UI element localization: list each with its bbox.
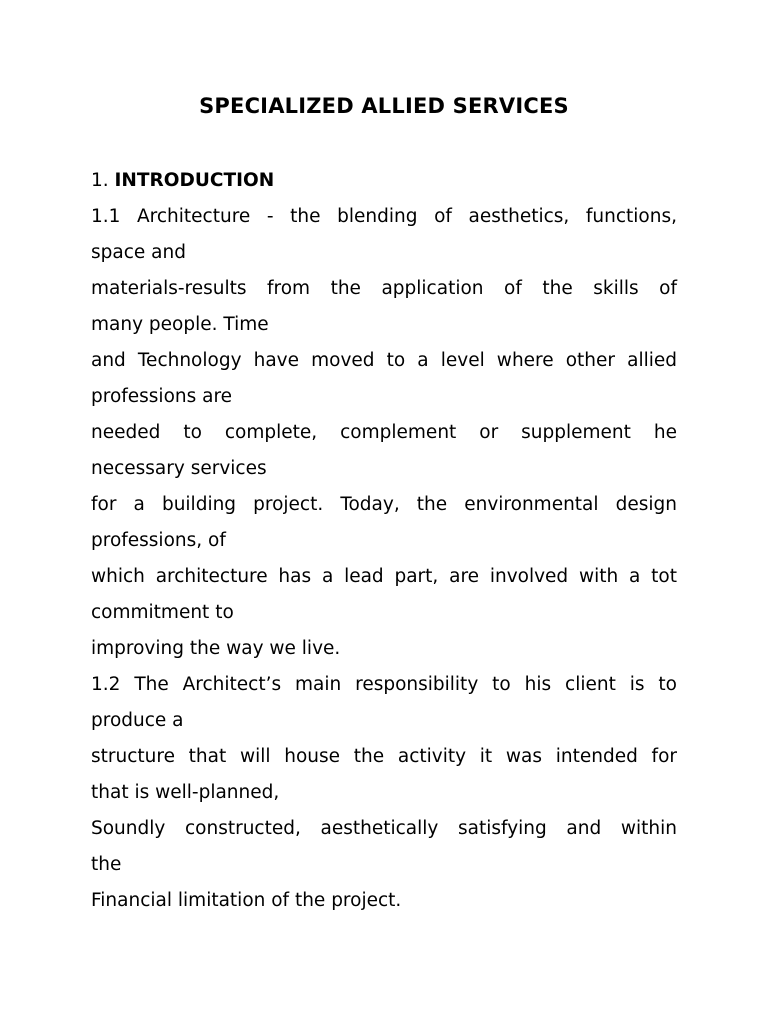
body-line: the (91, 854, 122, 875)
body-line: professions, of (91, 530, 226, 551)
body-line: professions are (91, 386, 233, 407)
body-line: Soundly constructed, aesthetically satisfying and within (91, 818, 677, 839)
body-line: 1.2 The Architect’s main responsibility to his client is to (91, 674, 677, 695)
body-line: many people. Time (91, 314, 269, 335)
section-heading (91, 163, 677, 199)
body-line: produce a (91, 710, 184, 731)
body-text (91, 199, 677, 919)
body-line: 1.1 Architecture - the blending of aesthetics, functions, (91, 206, 677, 227)
document-title: SPECIALIZED ALLIED SERVICES (199, 94, 569, 118)
section-number: 1. (91, 170, 109, 191)
body-line: commitment to (91, 602, 234, 623)
body-line: and Technology have moved to a level where other allied (91, 350, 677, 371)
body-line: that is well-planned, (91, 782, 280, 803)
document-body (91, 163, 677, 919)
body-line: which architecture has a lead part, are involved with a tot (91, 566, 677, 587)
body-line: improving the way we live. (91, 638, 341, 659)
body-line: for a building project. Today, the environmental design (91, 494, 677, 515)
body-line: space and (91, 242, 186, 263)
body-line: Financial limitation of the project. (91, 890, 402, 911)
body-line: structure that will house the activity it was intended for (91, 746, 677, 767)
section-label: INTRODUCTION (114, 170, 275, 191)
body-line: materials-results from the application of the skills of (91, 278, 677, 299)
body-line: necessary services (91, 458, 267, 479)
body-line: needed to complete, complement or supplement he (91, 422, 677, 443)
